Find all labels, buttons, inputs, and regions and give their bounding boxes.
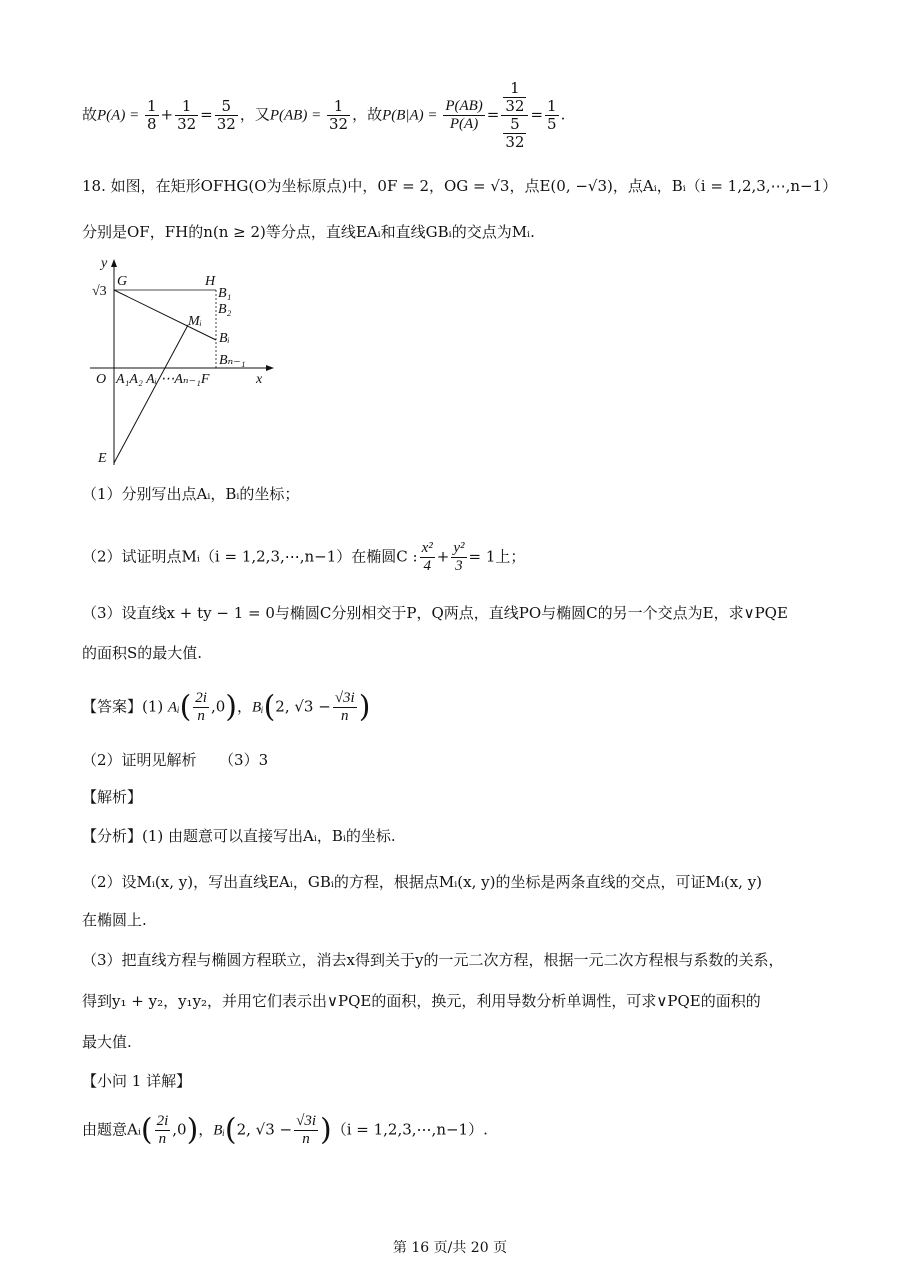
p2-line1: （2）设Mᵢ(x, y)，写出直线EAᵢ，GBᵢ的方程，根据点Mᵢ(x, y)的坐标是两条直线的交点，可证Mᵢ(x, y): [82, 873, 763, 891]
text: （i = 1,2,3,⋯,n−1）.: [331, 1120, 488, 1139]
label-H: H: [205, 274, 216, 289]
op: +: [160, 105, 174, 124]
text: .: [560, 105, 566, 124]
q18-line1: 18. 如图，在矩形OFHG(O为坐标原点)中，0F = 2，OG = √3，点E(0, −√3)，点Aᵢ，Bᵢ（i = 1,2,3,⋯,n−1）: [82, 177, 838, 195]
q18-line2: 分别是OF，FH的n(n ≥ 2)等分点，直线EAᵢ和直线GBᵢ的交点为Mᵢ.: [82, 223, 535, 241]
final-line: 由题意Aᵢ( $\frac{2i}{n}$ ,0)，Bᵢ(2, √3 − $\frac{√3i}{n}$ )（i = 1,2,3,⋯,n−1）.: [82, 1112, 488, 1148]
label-B2: B₂: [218, 302, 232, 317]
text: ，: [237, 697, 253, 716]
label-sqrt3: √3: [92, 284, 107, 299]
sub2: [82, 540, 525, 575]
text: ，又: [239, 105, 270, 124]
math: P(A) =: [97, 107, 143, 124]
op: +: [436, 547, 450, 566]
xiaowen: 【小问 1 详解】: [82, 1072, 192, 1090]
fraction: $\frac{1}{5}$: [547, 97, 557, 133]
compound-fraction: $\frac{\frac{1}{32}}{\frac{5}{32}}$: [501, 80, 528, 151]
p3-line3: 最大值.: [82, 1033, 132, 1051]
math: ,0: [172, 1120, 187, 1139]
math: Bᵢ: [252, 699, 264, 716]
page-footer: 第 16 页/共 20 页: [392, 1240, 508, 1256]
label-axis-points: A₁A₂ Aᵢ ⋯Aₙ₋₁F: [116, 372, 210, 387]
sub3-line1: （3）设直线x + ty − 1 = 0与椭圆C分别相交于P，Q两点，直线PO与椭圆C的另一个交点为E，求∨PQE: [82, 604, 788, 622]
p3-line2: 得到y₁ + y₂，y₁y₂，并用它们表示出∨PQE的面积，换元，利用导数分析单调性，可求∨PQE的面积的: [82, 992, 761, 1010]
jiexi: 【解析】: [82, 788, 143, 806]
answer-line: 【答案】(1) Aᵢ( $\frac{2i}{n}$ ,0)，Bᵢ(2, √3 − $\frac{√3i}{n}$ ): [82, 689, 371, 725]
label-y: y: [101, 256, 108, 271]
math: P(B|A) =: [382, 107, 442, 124]
math: P(AB) =: [269, 107, 325, 124]
text: = 1上；: [468, 547, 526, 566]
label-Bn1: Bₙ₋₁: [219, 353, 246, 368]
text: 故: [82, 105, 98, 124]
p2-line2: 在椭圆上.: [82, 911, 147, 929]
probability-line: [82, 80, 565, 151]
sub1: （1）分别写出点Aᵢ，Bᵢ的坐标；: [82, 485, 300, 503]
label-x: x: [256, 372, 263, 387]
fraction: $\frac{2i}{n}$: [195, 690, 207, 724]
label-O: O: [96, 372, 107, 387]
answer2: （2）证明见解析 （3）3: [82, 751, 269, 769]
op: =: [530, 105, 544, 124]
geometry-figure: [86, 255, 286, 470]
text: ，: [198, 1120, 214, 1139]
fraction: $\frac{1}{32}$: [177, 97, 197, 133]
op: =: [200, 105, 213, 124]
math: 2, √3 −: [275, 697, 331, 716]
math: ,0: [210, 697, 226, 716]
fraction: $\frac{√3i}{n}$: [334, 690, 355, 724]
p3-line1: （3）把直线方程与椭圆方程联立，消去x得到关于y的一元二次方程，根据一元二次方程根与系数的关系，: [82, 951, 784, 969]
text: 由题意Aᵢ: [82, 1120, 141, 1139]
text: ，故: [352, 105, 383, 124]
math: Aᵢ: [168, 699, 180, 716]
text: 【答案】(1): [82, 697, 164, 716]
x-axis-arrow-icon: [266, 365, 274, 371]
text: （2）试证明点Mᵢ（i = 1,2,3,⋯,n−1）在椭圆C :: [82, 547, 418, 566]
label-Mi: Mᵢ: [188, 314, 202, 329]
sub3-line2: 的面积S的最大值.: [82, 644, 203, 662]
fraction: $\frac{\text{x²}}{4}$: [421, 540, 433, 574]
fraction: $\frac{√3i}{n}$: [296, 1113, 316, 1147]
fraction: $\frac{1}{32}$: [328, 97, 349, 133]
op: =: [486, 105, 500, 124]
label-E: E: [98, 451, 107, 466]
label-Bi: Bᵢ: [219, 331, 230, 346]
fraction: $\frac{5}{32}$: [216, 97, 236, 133]
y-axis-arrow-icon: [111, 259, 117, 267]
fraction: $\frac{\text{y²}}{3}$: [453, 540, 465, 574]
line-EAi: [114, 325, 188, 463]
label-G: G: [117, 274, 128, 289]
math: 2, √3 −: [236, 1120, 293, 1139]
fraction: $\frac{2i}{n}$: [156, 1113, 169, 1147]
fraction: $\frac{P(AB)}{P(A)}$: [445, 98, 483, 132]
math: Bᵢ: [213, 1122, 225, 1139]
fenxi: 【分析】(1) 由题意可以直接写出Aᵢ，Bᵢ的坐标.: [82, 827, 396, 845]
label-B1: B₁: [218, 286, 232, 301]
fraction: $\frac{1}{8}$: [146, 97, 157, 133]
